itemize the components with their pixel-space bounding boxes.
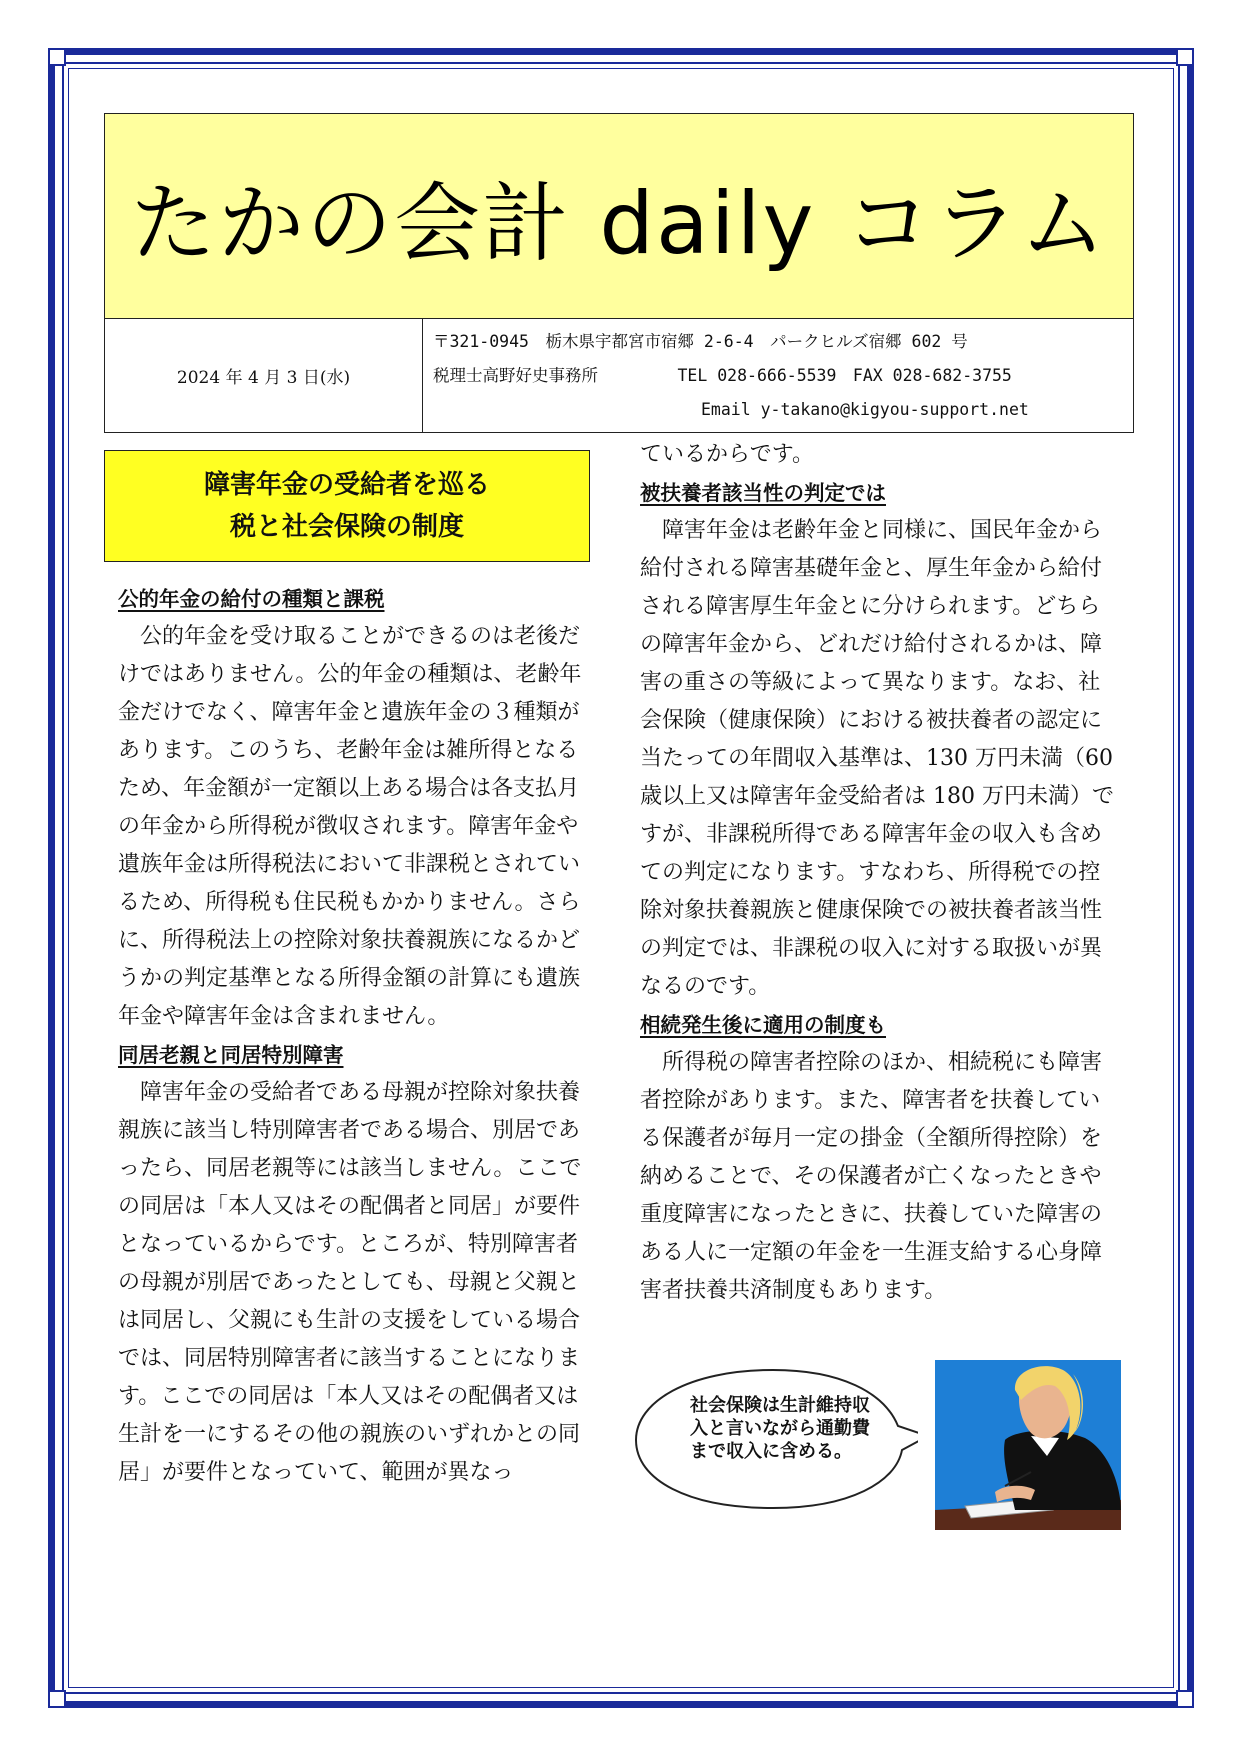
article-column-left [118, 580, 596, 1492]
office-address: 〒321-0945 栃木県宇都宮市宿郷 2-6-4 パークヒルズ宿郷 602 号 [433, 332, 968, 351]
masthead-title: たかの会計 daily コラム [130, 174, 1108, 274]
speech-bubble [628, 1362, 918, 1512]
border-corner-ornament [1176, 1690, 1194, 1708]
speech-bubble-text: 社会保険は生計維持収入と言いながら通勤費まで収入に含める。 [690, 1395, 870, 1462]
section-body: 障害年金の受給者である母親が控除対象扶養親族に該当し特別障害者である場合、別居であったら、同居老親等には該当しません。ここでの同居は「本人又はその配偶者と同居」が要件となっているからです。ところが、特別障害者の母親が別居であったとしても、母親と父親とは同居し、父親にも生計の支援をしている場合では、同居特別障害者に該当することになります。ここでの同居は「本人又はその配偶者又は生計を一にするその他の親族のいずれかとの同居」が要件となっていて、範囲が異なっ [118, 1080, 582, 1485]
masthead [104, 113, 1134, 319]
office-contact-line [433, 359, 1125, 393]
section-body: 所得税の障害者控除のほか、相続税にも障害者控除があります。また、障害者を扶養している保護者が毎月一定の掛金（全額所得控除）を納めることで、その保護者が亡くなったときや重度障害になったときに、扶養していた障害のある人に一定額の年金を一生涯支給する心身障害者扶養共済制度もあります。 [640, 1050, 1103, 1303]
person-writing-illustration [935, 1360, 1121, 1530]
border-corner-ornament [48, 48, 66, 66]
border-corner-ornament [1176, 48, 1194, 66]
section-body: 公的年金を受け取ることができるのは老後だけではありません。公的年金の種類は、老齢年金だけでなく、障害年金と遺族年金の３種類があります。このうち、老齢年金は雑所得となるため、年金額が一定額以上ある場合は各支払月の年金から所得税が徴収されます。障害年金や遺族年金は所得税法において非課税とされているため、所得税も住民税もかかりません。さらに、所得税法上の控除対象扶養親族になるかどうかの判定基準となる所得金額の計算にも遺族年金や障害年金は含まれません。 [118, 624, 582, 1029]
article-heading [104, 450, 590, 562]
article-heading-line1: 障害年金の受給者を巡る [203, 470, 490, 500]
article-column-right [640, 436, 1118, 1310]
contact-details [433, 325, 1125, 427]
section-title: 同居老親と同居特別障害 [118, 1043, 344, 1067]
office-name: 税理士高野好史事務所 [433, 366, 598, 385]
email-line: Email y-takano@kigyou-support.net [701, 400, 1029, 419]
tel-fax: TEL 028-666-5539 FAX 028-682-3755 [677, 366, 1012, 385]
section-body-continued: ているからです。 [640, 442, 815, 467]
issue-date: 2024 年 4 月 3 日(水) [105, 319, 423, 432]
section-title: 公的年金の給付の種類と課税 [118, 587, 385, 611]
section-title: 被扶養者該当性の判定では [640, 481, 886, 505]
border-corner-ornament [48, 1690, 66, 1708]
section-title: 相続発生後に適用の制度も [640, 1013, 886, 1037]
article-heading-line2: 税と社会保険の制度 [229, 512, 464, 542]
contact-info-box [104, 318, 1134, 433]
section-body: 障害年金は老齢年金と同様に、国民年金から給付される障害基礎年金と、厚生年金から給付される障害厚生年金とに分けられます。どちらの障害年金から、どれだけ給付されるかは、障害の重さの等級によって異なります。なお、社会保険（健康保険）における被扶養者の認定に当たっての年間収入基準は、130 万円未満（60 歳以上又は障害年金受給者は 180 万円未満）ですが、非課税所得である障害年金の収入も含めての判定になります。すなわち、所得税での控除対象扶養親族と健康保険での被扶養者該当性の判定では、非課税の収入に対する取扱いが異なるのです。 [640, 518, 1114, 999]
